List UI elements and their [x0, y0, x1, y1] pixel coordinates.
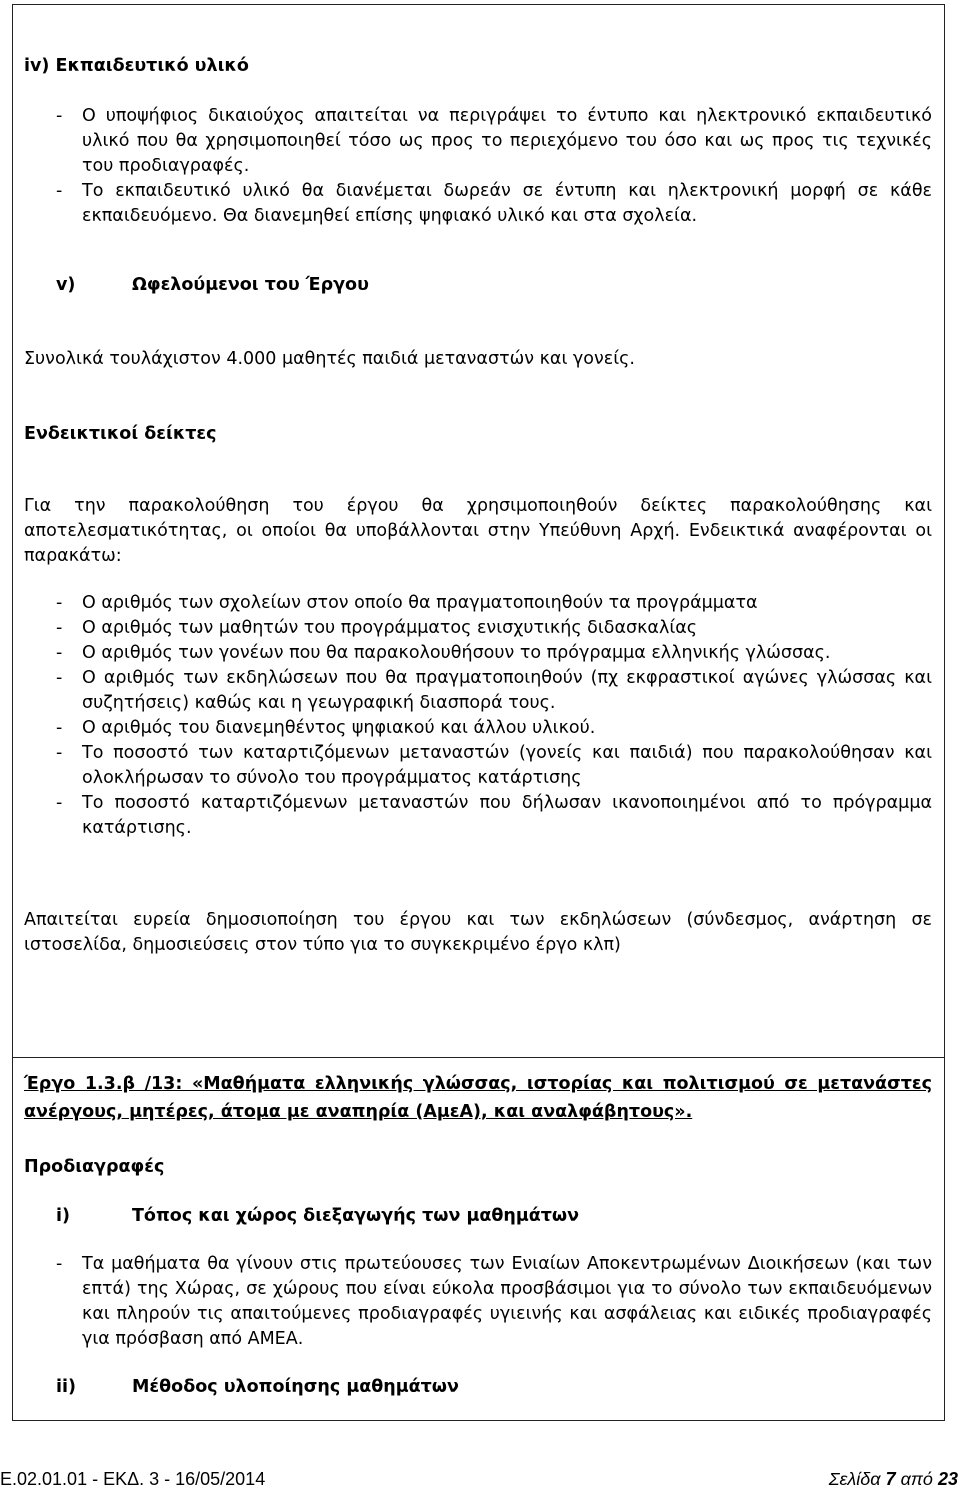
- sub-ii-heading: [24, 1375, 932, 1400]
- list-item: - Ο αριθμός των μαθητών του προγράμματος ενισχυτικής διδασκαλίας: [56, 618, 698, 638]
- sub-i-number: i): [56, 1206, 70, 1226]
- list-item: - Το εκπαιδευτικό υλικό θα διανέμεται δωρεάν σε έντυπη και ηλεκτρονική μορφή σε κάθε εκπαιδευόμενο. Θα διανεμηθεί επίσης ψηφιακό υλικό και στα σχολεία.: [56, 181, 932, 226]
- sub-i-title: Τόπος και χώρος διεξαγωγής των μαθημάτων: [132, 1206, 580, 1226]
- section-iv-heading: iv) Εκπαιδευτικό υλικό: [24, 56, 249, 76]
- section-iv-list: [24, 104, 932, 229]
- sub-ii-number: ii): [56, 1377, 76, 1397]
- page-number: Σελίδα 7 από 23: [828, 1469, 958, 1489]
- indicators-intro: Για την παρακολούθηση του έργου θα χρησιμοποιηθούν δείκτες παρακολούθησης και αποτελεσματικότητας, οι οποίοι θα υποβάλλονται στην Υπεύθυνη Αρχή. Ενδεικτικά αναφέρονται οι παρακάτω:: [24, 496, 932, 566]
- page-footer: [0, 1467, 960, 1492]
- beneficiaries-text: Συνολικά τουλάχιστον 4.000 μαθητές παιδιά μεταναστών και γονείς.: [24, 349, 635, 369]
- list-item: - Το ποσοστό των καταρτιζόμενων μεταναστών (γονείς και παιδιά) που παρακολούθησαν και ολοκλήρωσαν το σύνολο του προγράμματος κατάρτισης: [56, 743, 932, 788]
- list-item: - Τα μαθήματα θα γίνουν στις πρωτεύουσες των Ενιαίων Αποκεντρωμένων Διοικήσεων (και των επτά) της Χώρας, σε χώρους που είναι εύκολα προσβάσιμοι για το σύνολο των εκπαιδευόμενων και πληρούν τις απαιτούμενες προδιαγραφές υγιεινής και ασφάλειας και ειδικές προδιαγραφές για πρόσβαση από ΑΜΕΑ.: [56, 1254, 932, 1349]
- publicity-text: Απαιτείται ευρεία δημοσιοποίηση του έργου και των εκδηλώσεων (σύνδεσμος, ανάρτηση σε ιστοσελίδα, δημοσιεύσεις στον τύπο για το συγκεκριμένο έργο κλπ): [24, 910, 932, 955]
- list-item: - Ο αριθμός των γονέων που θα παρακολουθήσουν το πρόγραμμα ελληνικής γλώσσας.: [56, 643, 831, 663]
- sub-i-heading: [24, 1204, 932, 1229]
- section-v-title: Ωφελούμενοι του Έργου: [132, 275, 369, 295]
- section-v-heading: [24, 273, 932, 298]
- list-item: - Ο αριθμός του διανεμηθέντος ψηφιακού και άλλου υλικού.: [56, 718, 596, 738]
- project-title: Έργο 1.3.β /13: «Μαθήματα ελληνικής γλώσσας, ιστορίας και πολιτισμού σε μετανάστες ανέργους, μητέρες, άτομα με αναπηρία (ΑμεΑ), και αναλφάβητους».: [24, 1074, 932, 1122]
- section-divider: [12, 1057, 945, 1058]
- section-v-number: v): [56, 275, 76, 295]
- doc-code: Ε.02.01.01 - ΕΚΔ. 3 - 16/05/2014: [0, 1469, 266, 1489]
- list-item: - Το ποσοστό καταρτιζόμενων μεταναστών που δήλωσαν ικανοποιημένοι από το πρόγραμμα κατάρτισης.: [56, 793, 932, 838]
- specs-heading: Προδιαγραφές: [24, 1157, 165, 1177]
- list-item: - Ο αριθμός των σχολείων στον οποίο θα πραγματοποιηθούν τα προγράμματα: [56, 593, 758, 613]
- sub-i-list: [24, 1252, 932, 1352]
- list-item: - Ο αριθμός των εκδηλώσεων που θα πραγματοποιηθούν (πχ εκφραστικοί αγώνες γλώσσας και συζητήσεις) καθώς και η γεωγραφική διασπορά τους.: [56, 668, 932, 713]
- list-item: - Ο υποψήφιος δικαιούχος απαιτείται να περιγράψει το έντυπο και ηλεκτρονικό εκπαιδευτικό υλικό που θα χρησιμοποιηθεί τόσο ως προς το περιεχόμενο του όσο και ως προς τις τεχνικές του προδιαγραφές.: [56, 106, 932, 176]
- indicators-heading: Ενδεικτικοί δείκτες: [24, 424, 217, 444]
- sub-ii-title: Μέθοδος υλοποίησης μαθημάτων: [132, 1377, 459, 1397]
- indicators-list: [24, 591, 932, 841]
